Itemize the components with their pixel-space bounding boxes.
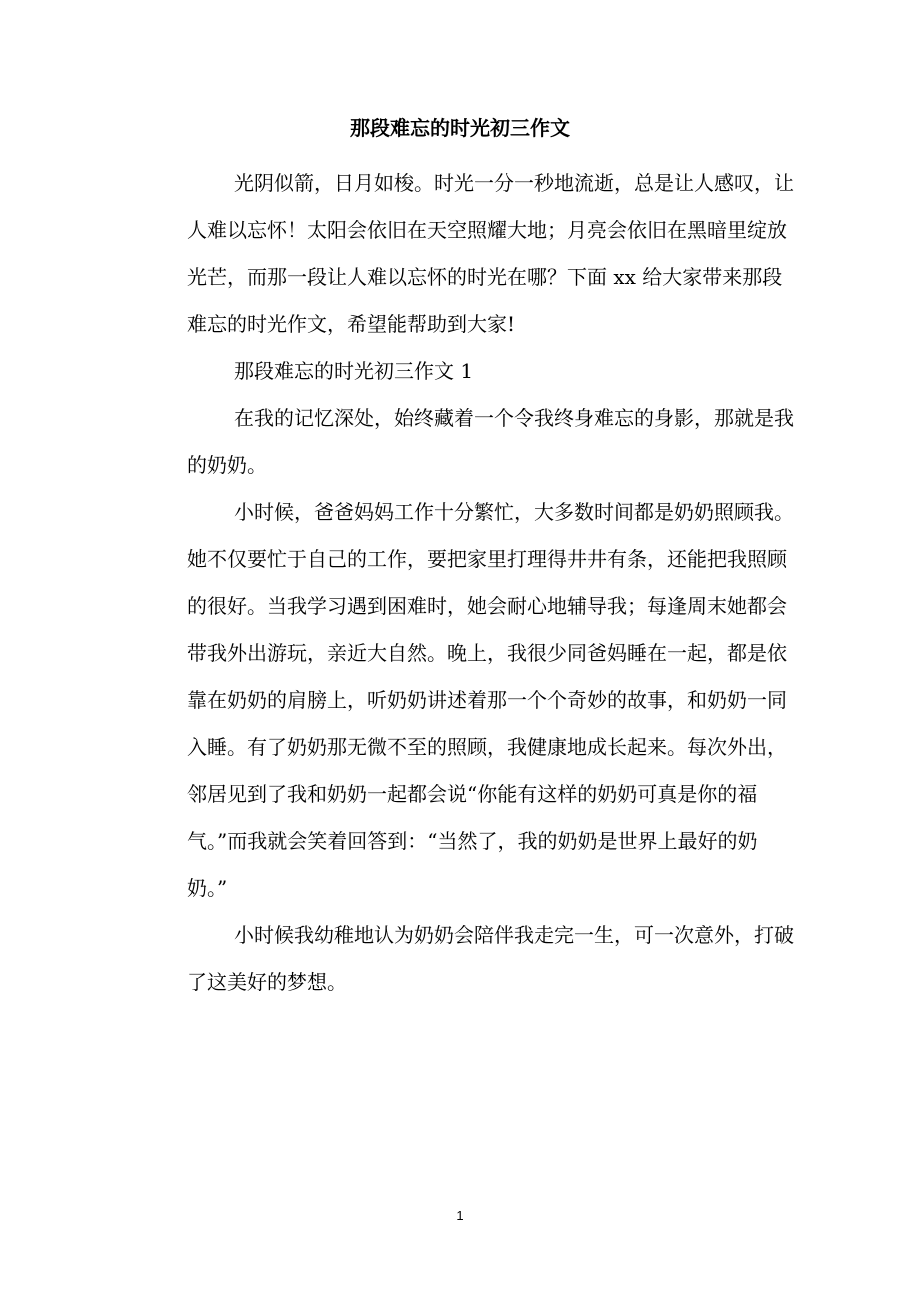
- text-line: 在我的记忆深处，始终藏着一个令我终身难忘的身影，那就是我: [234, 406, 794, 430]
- text-line: 带我外出游玩，亲近大自然。晚上，我很少同爸妈睡在一起，都是依: [187, 641, 787, 665]
- text-line: 的很好。当我学习遇到困难时，她会耐心地辅导我；每逢周末她都会: [187, 594, 787, 618]
- text-line: 气。”而我就会笑着回答到：“当然了，我的奶奶是世界上最好的奶: [187, 829, 758, 853]
- text-line: 入睡。有了奶奶那无微不至的照顾，我健康地成长起来。每次外出，: [187, 735, 787, 759]
- text-line: 靠在奶奶的肩膀上，听奶奶讲述着那一个个奇妙的故事，和奶奶一同: [187, 688, 787, 712]
- text-line: 光芒，而那一段让人难以忘怀的时光在哪？下面 xx 给大家带来那段: [187, 265, 783, 289]
- paragraph-dream: [140, 918, 800, 1000]
- text-line: 她不仅要忙于自己的工作，要把家里打理得井井有条，还能把我照顾: [187, 547, 787, 571]
- text-line: 难忘的时光作文，希望能帮助到大家!: [187, 312, 516, 336]
- paragraph-memory: [140, 401, 800, 483]
- text-line: 奶。”: [187, 876, 228, 900]
- document-title: 那段难忘的时光初三作文: [350, 116, 570, 140]
- text-line: 小时候我幼稚地认为奶奶会陪伴我走完一生，可一次意外，打破: [234, 923, 794, 947]
- section-heading: [140, 354, 800, 389]
- page-number: 1: [456, 1208, 464, 1223]
- text-line: 了这美好的梦想。: [187, 970, 347, 994]
- document-body: [140, 166, 800, 1012]
- text-line: 人难以忘怀！太阳会依旧在天空照耀大地；月亮会依旧在黑暗里绽放: [187, 218, 787, 242]
- text-line: 光阴似箭，日月如梭。时光一分一秒地流逝，总是让人感叹，让: [234, 171, 794, 195]
- text-line: 小时候，爸爸妈妈工作十分繁忙，大多数时间都是奶奶照顾我。: [234, 500, 794, 524]
- text-line: 邻居见到了我和奶奶一起都会说“你能有这样的奶奶可真是你的福: [187, 782, 758, 806]
- paragraph-intro: [140, 166, 800, 342]
- paragraph-childhood: [140, 495, 800, 906]
- text-line: 那段难忘的时光初三作文 1: [234, 359, 474, 383]
- text-line: 的奶奶。: [187, 453, 267, 477]
